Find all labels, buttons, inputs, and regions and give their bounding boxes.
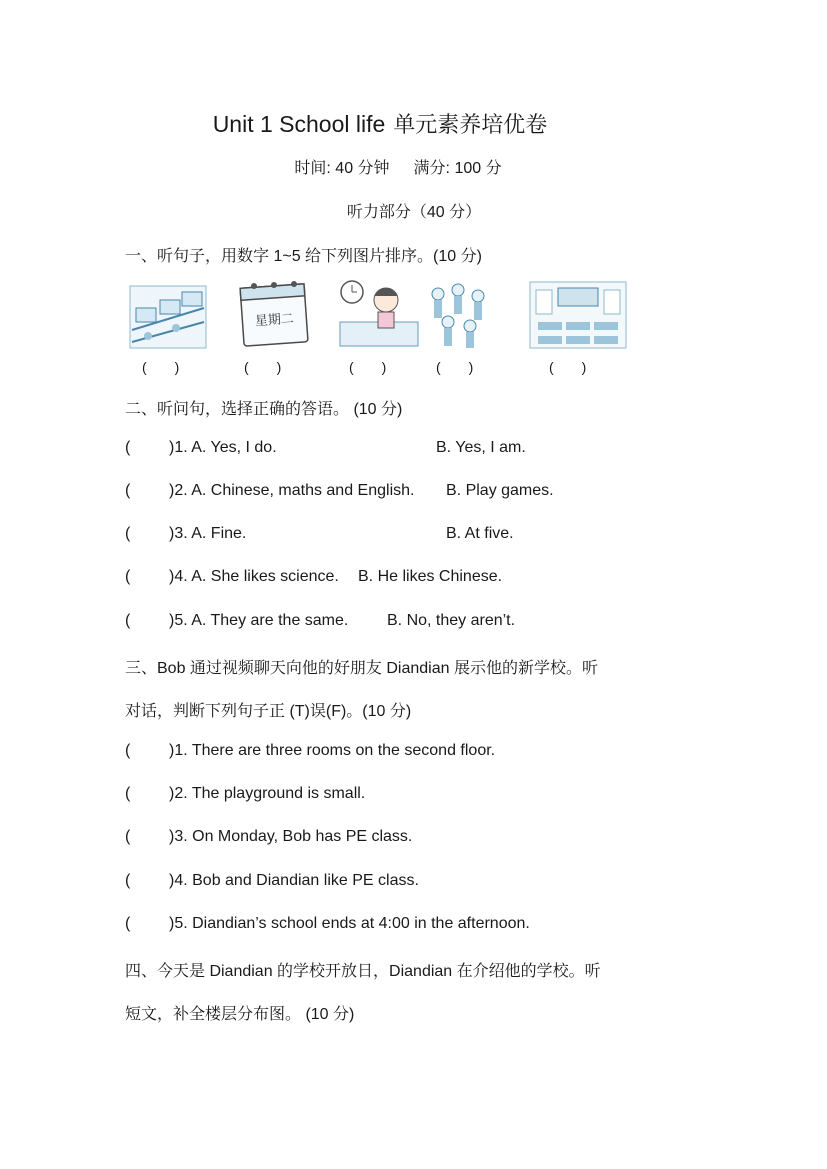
part4-heading-line1: 四、今天是 Diandian 的学校开放日，Diandian 在介绍他的学校。听	[125, 963, 601, 980]
picture-answer-blank[interactable]: ( )	[549, 359, 587, 375]
exam-time: 时间: 40 分钟	[294, 160, 390, 177]
picture-answer-blank[interactable]: ( )	[244, 359, 282, 375]
option-b: B. He likes Chinese.	[358, 568, 503, 585]
computer-room-icon	[128, 278, 208, 350]
picture-answer-blank[interactable]: ( )	[436, 359, 474, 375]
answer-blank[interactable]: (	[125, 612, 131, 629]
part3-heading-line2: 对话，判断下列句子正 (T)误(F)。(10 分)	[125, 703, 412, 720]
answer-blank[interactable]: (	[125, 525, 131, 542]
answer-blank[interactable]: (	[125, 439, 131, 456]
exam-score: 满分: 100 分	[413, 160, 502, 177]
picture-answer-blank[interactable]: ( )	[142, 359, 180, 375]
girl-waking-up-icon	[338, 278, 420, 350]
question-item: ( )4. A. She likes science.	[125, 568, 339, 585]
page-title	[0, 108, 760, 139]
true-false-item: ( )3. On Monday, Bob has PE class.	[125, 828, 413, 845]
title-chinese: 单元素养培优卷	[393, 113, 548, 138]
answer-blank[interactable]: (	[125, 915, 131, 932]
option-b: B. At five.	[446, 525, 514, 542]
answer-blank[interactable]: (	[125, 742, 131, 759]
true-false-item: ( )5. Diandian’s school ends at 4:00 in the afternoon.	[125, 915, 530, 932]
answer-blank[interactable]: (	[125, 828, 131, 845]
answer-blank[interactable]: (	[125, 872, 131, 889]
question-item: ( )1. A. Yes, I do.	[125, 439, 277, 456]
question-item: ( )2. A. Chinese, maths and English.	[125, 482, 415, 499]
option-b: B. No, they aren’t.	[387, 612, 516, 629]
true-false-item: ( )2. The playground is small.	[125, 785, 366, 802]
classroom-icon	[528, 278, 628, 350]
question-item: ( )3. A. Fine.	[125, 525, 247, 542]
children-playing-icon	[426, 278, 492, 350]
true-false-item: ( )4. Bob and Diandian like PE class.	[125, 872, 419, 889]
answer-blank[interactable]: (	[125, 785, 131, 802]
calendar-text: 星期二	[254, 311, 295, 330]
calendar-tuesday-icon	[236, 278, 312, 350]
answer-blank[interactable]: (	[125, 482, 131, 499]
part1-heading: 一、听句子，用数字 1~5 给下列图片排序。(10 分)	[125, 248, 482, 265]
part2-heading: 二、听问句，选择正确的答语。 (10 分)	[125, 401, 403, 418]
picture-answer-blank[interactable]: ( )	[349, 359, 387, 375]
listening-section-header: 听力部分（40 分）	[346, 204, 482, 221]
part4-heading-line2: 短文，补全楼层分布图。 (10 分)	[125, 1006, 355, 1023]
answer-blank[interactable]: (	[125, 568, 131, 585]
exam-meta	[0, 155, 796, 178]
title-english: Unit 1 School life	[212, 111, 386, 137]
option-b: B. Play games.	[446, 482, 554, 499]
question-item: ( )5. A. They are the same.	[125, 612, 349, 629]
option-b: B. Yes, I am.	[436, 439, 526, 456]
true-false-item: ( )1. There are three rooms on the second floor.	[125, 742, 496, 759]
part3-heading-line1: 三、Bob 通过视频聊天向他的好朋友 Diandian 展示他的新学校。听	[125, 660, 598, 677]
